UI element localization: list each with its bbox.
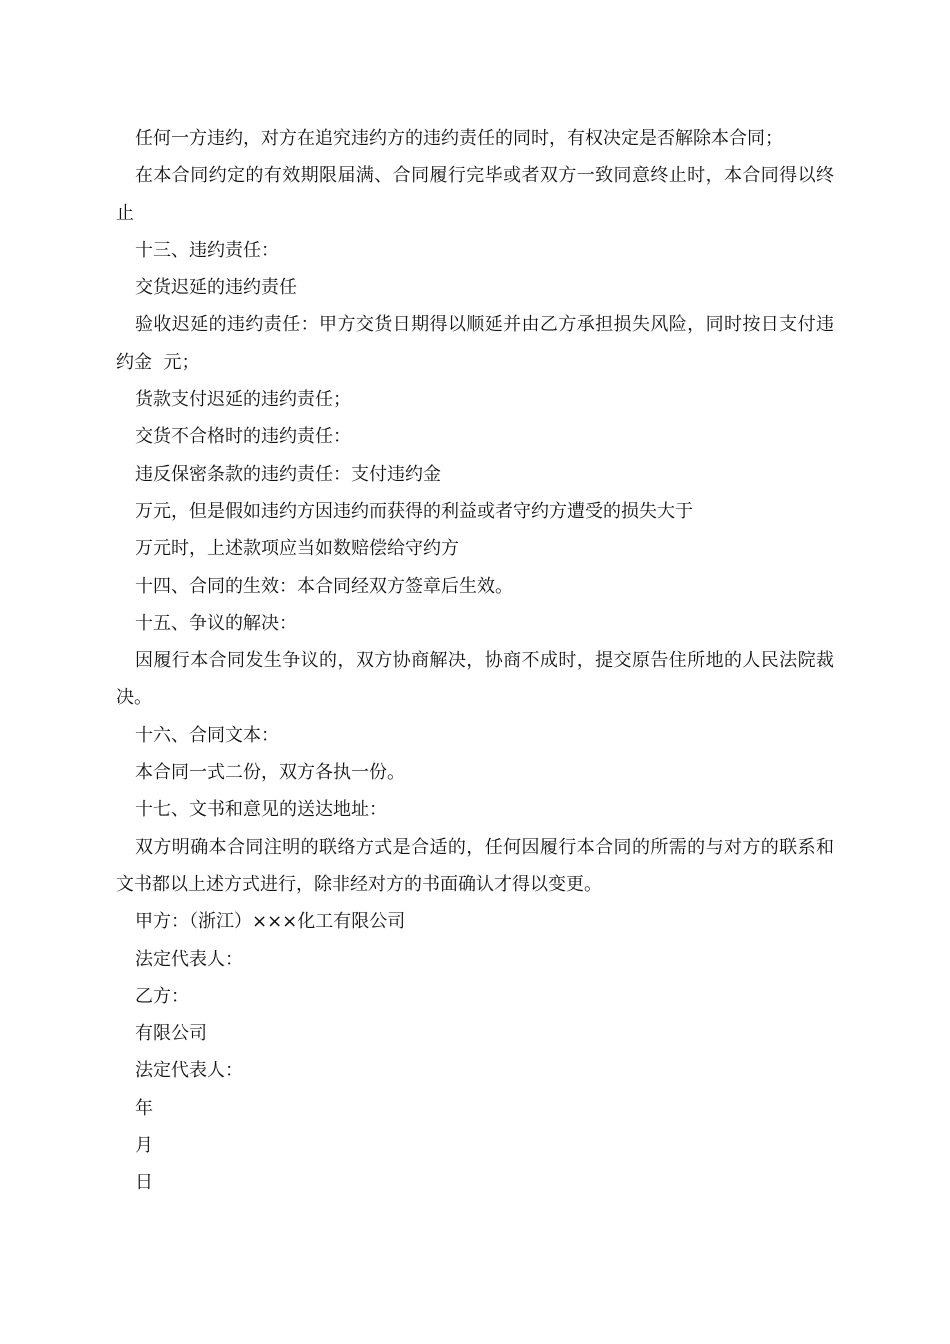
clause-nonconforming-delivery: 交货不合格时的违约责任： [135,426,351,448]
date-month: 月 [135,1135,153,1157]
clause-copies: 本合同一式二份，双方各执一份。 [135,762,405,784]
contract-body [116,120,834,1202]
section-heading-breach-liability: 十三、违约责任： [135,239,279,261]
clause-termination-conditions: 在本合同约定的有效期限届满、合同履行完毕或者双方一致同意终止时，本合同得以终止 [116,165,834,224]
clause-termination-right: 任何一方违约，对方在追究违约方的违约责任的同时，有权决定是否解除本合同； [135,128,783,149]
signature-party-b: 乙方： [135,985,189,1007]
section-contract-effect: 十四、合同的生效：本合同经双方签章后生效。 [135,575,513,597]
section-heading-dispute: 十五、争议的解决： [135,612,297,634]
clause-delivery-delay: 交货迟延的违约责任 [135,277,297,299]
signature-party-a: 甲方：（浙江）×××化工有限公司 [135,911,406,933]
section-heading-service-address: 十七、文书和意见的送达地址： [135,799,387,821]
clause-service-address: 双方明确本合同注明的联络方式是合适的，任何因履行本合同的所需的与对方的联系和文书都以上述方式进行，除非经对方的书面确认才得以变更。 [116,836,834,895]
signature-party-b-company: 有限公司 [135,1023,207,1045]
date-day: 日 [135,1172,153,1194]
signature-party-a-representative: 法定代表人： [135,948,243,970]
clause-acceptance-delay: 验收迟延的违约责任：甲方交货日期得以顺延并由乙方承担损失风险，同时按日支付违约金 元； [116,314,834,373]
clause-payment-delay: 货款支付迟延的违约责任； [135,389,351,411]
clause-confidentiality-amount: 万元，但是假如违约方因违约而获得的利益或者守约方遭受的损失大于 [135,500,693,522]
clause-confidentiality-compensation: 万元时，上述款项应当如数赔偿给守约方 [135,538,459,560]
clause-dispute-resolution: 因履行本合同发生争议的，双方协商解决，协商不成时，提交原告住所地的人民法院裁决。 [116,650,834,709]
clause-confidentiality-breach: 违反保密条款的违约责任：支付违约金 [135,463,441,485]
signature-party-b-representative: 法定代表人： [135,1060,243,1082]
section-heading-contract-text: 十六、合同文本： [135,724,279,746]
date-year: 年 [135,1097,153,1119]
